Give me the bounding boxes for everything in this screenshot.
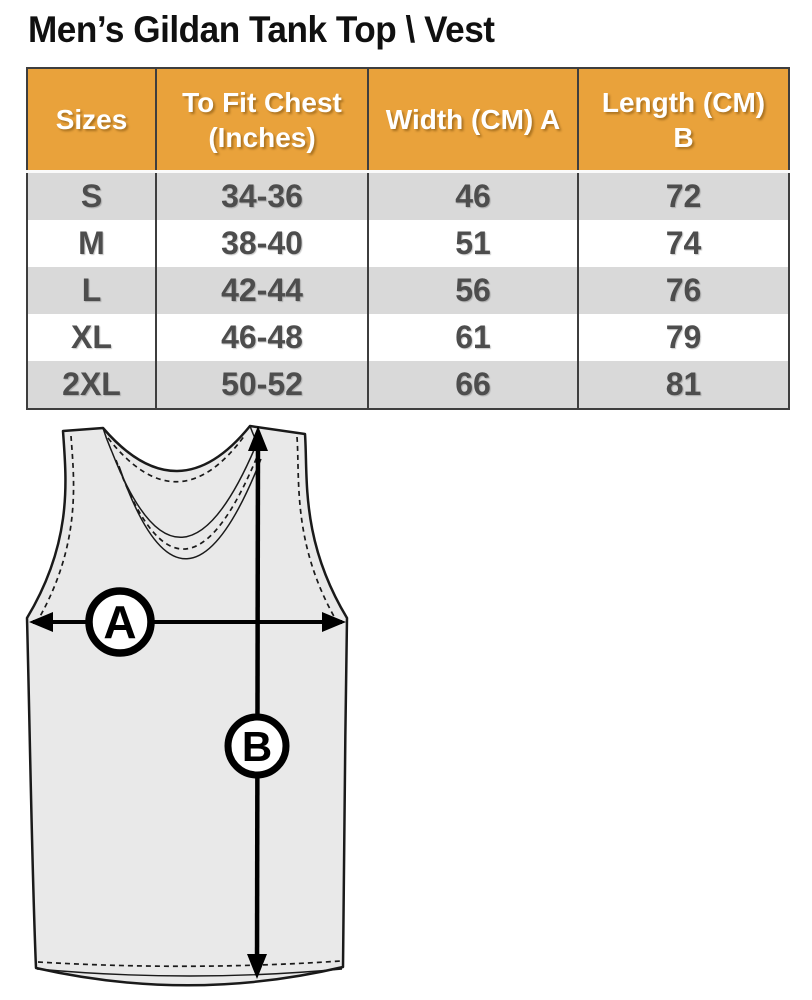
table-row-l (27, 267, 789, 314)
length-label: B (241, 723, 273, 770)
cell-width: 56 (368, 267, 578, 314)
tank-top-outline (27, 426, 347, 985)
page-title: Men’s Gildan Tank Top \ Vest (28, 9, 495, 50)
cell-chest: 46-48 (156, 314, 368, 361)
cell-width: 51 (368, 220, 578, 267)
tank-top-measurement-diagram (0, 415, 380, 1000)
cell-width: 66 (368, 361, 578, 409)
cell-chest: 42-44 (156, 267, 368, 314)
col-header-sizes-label: Sizes (55, 104, 128, 135)
cell-chest: 38-40 (156, 220, 368, 267)
size-chart-table (26, 67, 790, 410)
table-row-xl (27, 314, 789, 361)
col-header-width (368, 68, 578, 172)
cell-chest: 50-52 (156, 361, 368, 409)
length-label-badge (228, 717, 286, 775)
table-header-row (27, 68, 789, 172)
width-label: A (103, 596, 137, 648)
cell-length: 74 (578, 220, 789, 267)
table-row-m (27, 220, 789, 267)
cell-size: 2XL (27, 361, 156, 409)
col-header-chest-line1: To Fit Chest (182, 86, 342, 118)
cell-width: 61 (368, 314, 578, 361)
col-header-chest-line2: (Inches) (208, 121, 316, 153)
width-label-badge (89, 591, 151, 653)
cell-length: 72 (578, 172, 789, 221)
cell-chest: 34-36 (156, 172, 368, 221)
cell-size: S (27, 172, 156, 221)
col-header-length-line2: B (673, 121, 694, 153)
cell-length: 76 (578, 267, 789, 314)
col-header-chest (156, 68, 368, 172)
cell-size: XL (27, 314, 156, 361)
cell-size: M (27, 220, 156, 267)
cell-size: L (27, 267, 156, 314)
col-header-length-line1: Length (CM) (601, 86, 766, 118)
cell-width: 46 (368, 172, 578, 221)
col-header-sizes (27, 68, 156, 172)
col-header-width-label: Width (CM) A (385, 104, 561, 135)
cell-length: 79 (578, 314, 789, 361)
table-row-2xl (27, 361, 789, 409)
table-row-s (27, 172, 789, 221)
cell-length: 81 (578, 361, 789, 409)
col-header-length (578, 68, 789, 172)
